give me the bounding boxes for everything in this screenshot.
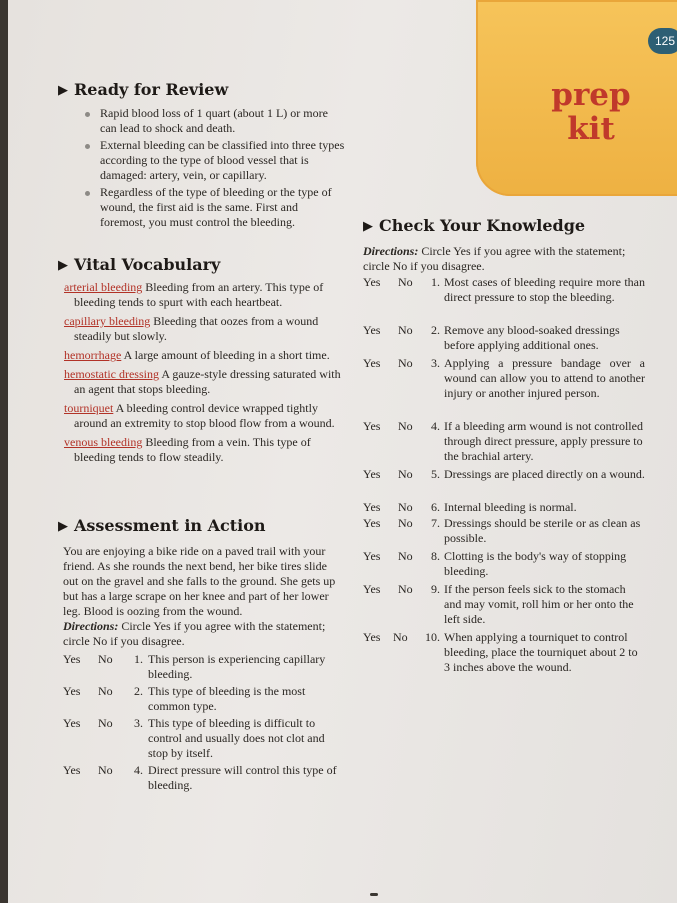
no-option[interactable]: No [398, 549, 413, 563]
question-number: 1. [134, 652, 143, 666]
yes-option[interactable]: Yes [363, 467, 381, 481]
page-number-badge: 125 [648, 28, 677, 54]
question-row [63, 684, 343, 716]
heading-text: Assessment in Action [74, 516, 266, 535]
review-bullet-list [84, 106, 346, 232]
vocab-entry: venous bleeding Bleeding from a vein. This type of bleeding tends to flow steadily. [64, 435, 311, 464]
list-item: Rapid blood loss of 1 quart (about 1 L) or more can lead to shock and death. [84, 106, 346, 136]
question-row [363, 356, 645, 419]
no-option[interactable]: No [398, 582, 413, 596]
question-row [363, 275, 645, 323]
vocab-term: hemostatic dressing [64, 367, 159, 381]
assessment-scenario [63, 544, 341, 649]
question-row [363, 323, 645, 356]
assessment-question-list [63, 652, 343, 795]
yes-option[interactable]: Yes [363, 630, 381, 644]
no-option[interactable]: No [398, 467, 413, 481]
prep-kit-line2: kit [567, 111, 615, 147]
question-number: 6. [431, 500, 440, 514]
vocabulary-list [64, 280, 344, 469]
yes-option[interactable]: Yes [363, 582, 381, 596]
question-text: Dressings are placed directly on a wound. [444, 467, 645, 481]
ready-for-review-heading [58, 80, 228, 99]
question-text: Remove any blood-soaked dressings before applying additional ones. [444, 323, 620, 352]
yes-option[interactable]: Yes [363, 500, 381, 514]
no-option[interactable]: No [98, 684, 113, 698]
scenario-text: You are enjoying a bike ride on a paved trail with your friend. As she rounds the next bend, her bike tires slide out on the gravel and she falls to the ground. She gets up but has a large scrape on her knee and part of her lower leg. Blood is oozing from the wound. [63, 544, 336, 618]
yes-option[interactable]: Yes [363, 549, 381, 563]
question-row [363, 582, 645, 630]
question-row [363, 630, 645, 678]
question-text: This type of bleeding is the most common type. [148, 684, 306, 713]
question-text: This type of bleeding is difficult to control and usually does not clot and stop by itself. [148, 716, 325, 760]
question-text: When applying a tourniquet to control bleeding, place the tourniquet about 2 to 3 inches above the wound. [444, 630, 638, 674]
yes-option[interactable]: Yes [63, 716, 81, 730]
vocab-term: tourniquet [64, 401, 114, 415]
yes-option[interactable]: Yes [363, 323, 381, 337]
list-item: Regardless of the type of bleeding or the type of wound, the first aid is the same. First and foremost, you must control the bleeding. [84, 185, 346, 230]
vocab-term: arterial bleeding [64, 280, 143, 294]
bullet-icon [85, 191, 90, 196]
yes-option[interactable]: Yes [363, 516, 381, 530]
yes-option[interactable]: Yes [63, 684, 81, 698]
yes-option[interactable]: Yes [363, 275, 381, 289]
knowledge-question-list [363, 275, 645, 678]
question-row [363, 500, 645, 516]
no-option[interactable]: No [398, 500, 413, 514]
question-text: Clotting is the body's way of stopping bleeding. [444, 549, 627, 578]
yes-option[interactable]: Yes [63, 763, 81, 777]
question-number: 4. [134, 763, 143, 777]
question-text: This person is experiencing capillary bleeding. [148, 652, 326, 681]
no-option[interactable]: No [398, 323, 413, 337]
vocab-entry: hemorrhage A large amount of bleeding in a short time. [64, 348, 330, 362]
assessment-directions: Directions: Circle Yes if you agree with the statement; circle No if you disagree. [63, 619, 326, 648]
heading-text: Ready for Review [74, 80, 229, 99]
question-row [63, 763, 343, 795]
heading-text: Vital Vocabulary [74, 255, 221, 274]
question-row [63, 652, 343, 684]
triangle-icon: ▶ [58, 83, 68, 98]
no-option[interactable]: No [98, 763, 113, 777]
textbook-page [8, 0, 677, 903]
bullet-icon [85, 144, 90, 149]
question-text: Dressings should be sterile or as clean as possible. [444, 516, 641, 545]
no-option[interactable]: No [398, 356, 413, 370]
check-your-knowledge-heading [363, 216, 585, 235]
vocab-entry: arterial bleeding Bleeding from an artery. This type of bleeding tends to spurt with each heartbeat. [64, 280, 324, 309]
page-mark [370, 893, 378, 896]
heading-text: Check Your Knowledge [379, 216, 586, 235]
no-option[interactable]: No [398, 419, 413, 433]
question-text: Direct pressure will control this type of bleeding. [148, 763, 337, 792]
vocab-term: venous bleeding [64, 435, 143, 449]
question-text: If a bleeding arm wound is not controlled through direct pressure, apply pressure to the brachial artery. [444, 419, 643, 463]
question-row [363, 467, 645, 500]
triangle-icon: ▶ [58, 258, 68, 273]
vocab-entry: tourniquet A bleeding control device wrapped tightly around an extremity to stop blood flow from a wound. [64, 401, 335, 430]
prep-kit-title [536, 78, 646, 146]
no-option[interactable]: No [98, 716, 113, 730]
bullet-icon [85, 112, 90, 117]
question-number: 2. [431, 323, 440, 337]
question-row [363, 419, 645, 467]
question-number: 1. [431, 275, 440, 289]
assessment-in-action-heading [58, 516, 266, 535]
question-number: 3. [134, 716, 143, 730]
vocab-term: hemorrhage [64, 348, 122, 362]
vocab-entry: capillary bleeding Bleeding that oozes from a wound steadily but slowly. [64, 314, 319, 343]
question-text: Most cases of bleeding require more than direct pressure to stop the bleeding. [444, 275, 645, 304]
question-number: 8. [431, 549, 440, 563]
question-row [63, 716, 343, 763]
question-text: Applying a pressure bandage over a wound can allow you to attend to another injury or another injured person. [444, 356, 645, 400]
question-row [363, 516, 645, 549]
triangle-icon: ▶ [363, 219, 373, 234]
vocab-term: capillary bleeding [64, 314, 151, 328]
question-number: 7. [431, 516, 440, 530]
yes-option[interactable]: Yes [63, 652, 81, 666]
no-option[interactable]: No [398, 275, 413, 289]
question-text: Internal bleeding is normal. [444, 500, 577, 514]
triangle-icon: ▶ [58, 519, 68, 534]
question-number: 9. [431, 582, 440, 596]
yes-option[interactable]: Yes [363, 356, 381, 370]
question-number: 4. [431, 419, 440, 433]
vocab-entry: hemostatic dressing A gauze-style dressing saturated with an agent that stops bleeding. [64, 367, 341, 396]
question-row [363, 549, 645, 582]
question-number: 10. [425, 630, 440, 644]
no-option[interactable]: No [393, 630, 408, 644]
prep-kit-line1: prep [551, 77, 631, 113]
question-number: 3. [431, 356, 440, 370]
vital-vocabulary-heading [58, 255, 220, 274]
list-item: External bleeding can be classified into three types according to the type of blood vessel that is damaged: artery, vein, or capillary. [84, 138, 346, 183]
question-text: If the person feels sick to the stomach and may vomit, roll him or her onto the left side. [444, 582, 634, 626]
knowledge-directions: Directions: Circle Yes if you agree with the statement; circle No if you disagree. [363, 244, 626, 273]
yes-option[interactable]: Yes [363, 419, 381, 433]
no-option[interactable]: No [98, 652, 113, 666]
no-option[interactable]: No [398, 516, 413, 530]
question-number: 2. [134, 684, 143, 698]
question-number: 5. [431, 467, 440, 481]
